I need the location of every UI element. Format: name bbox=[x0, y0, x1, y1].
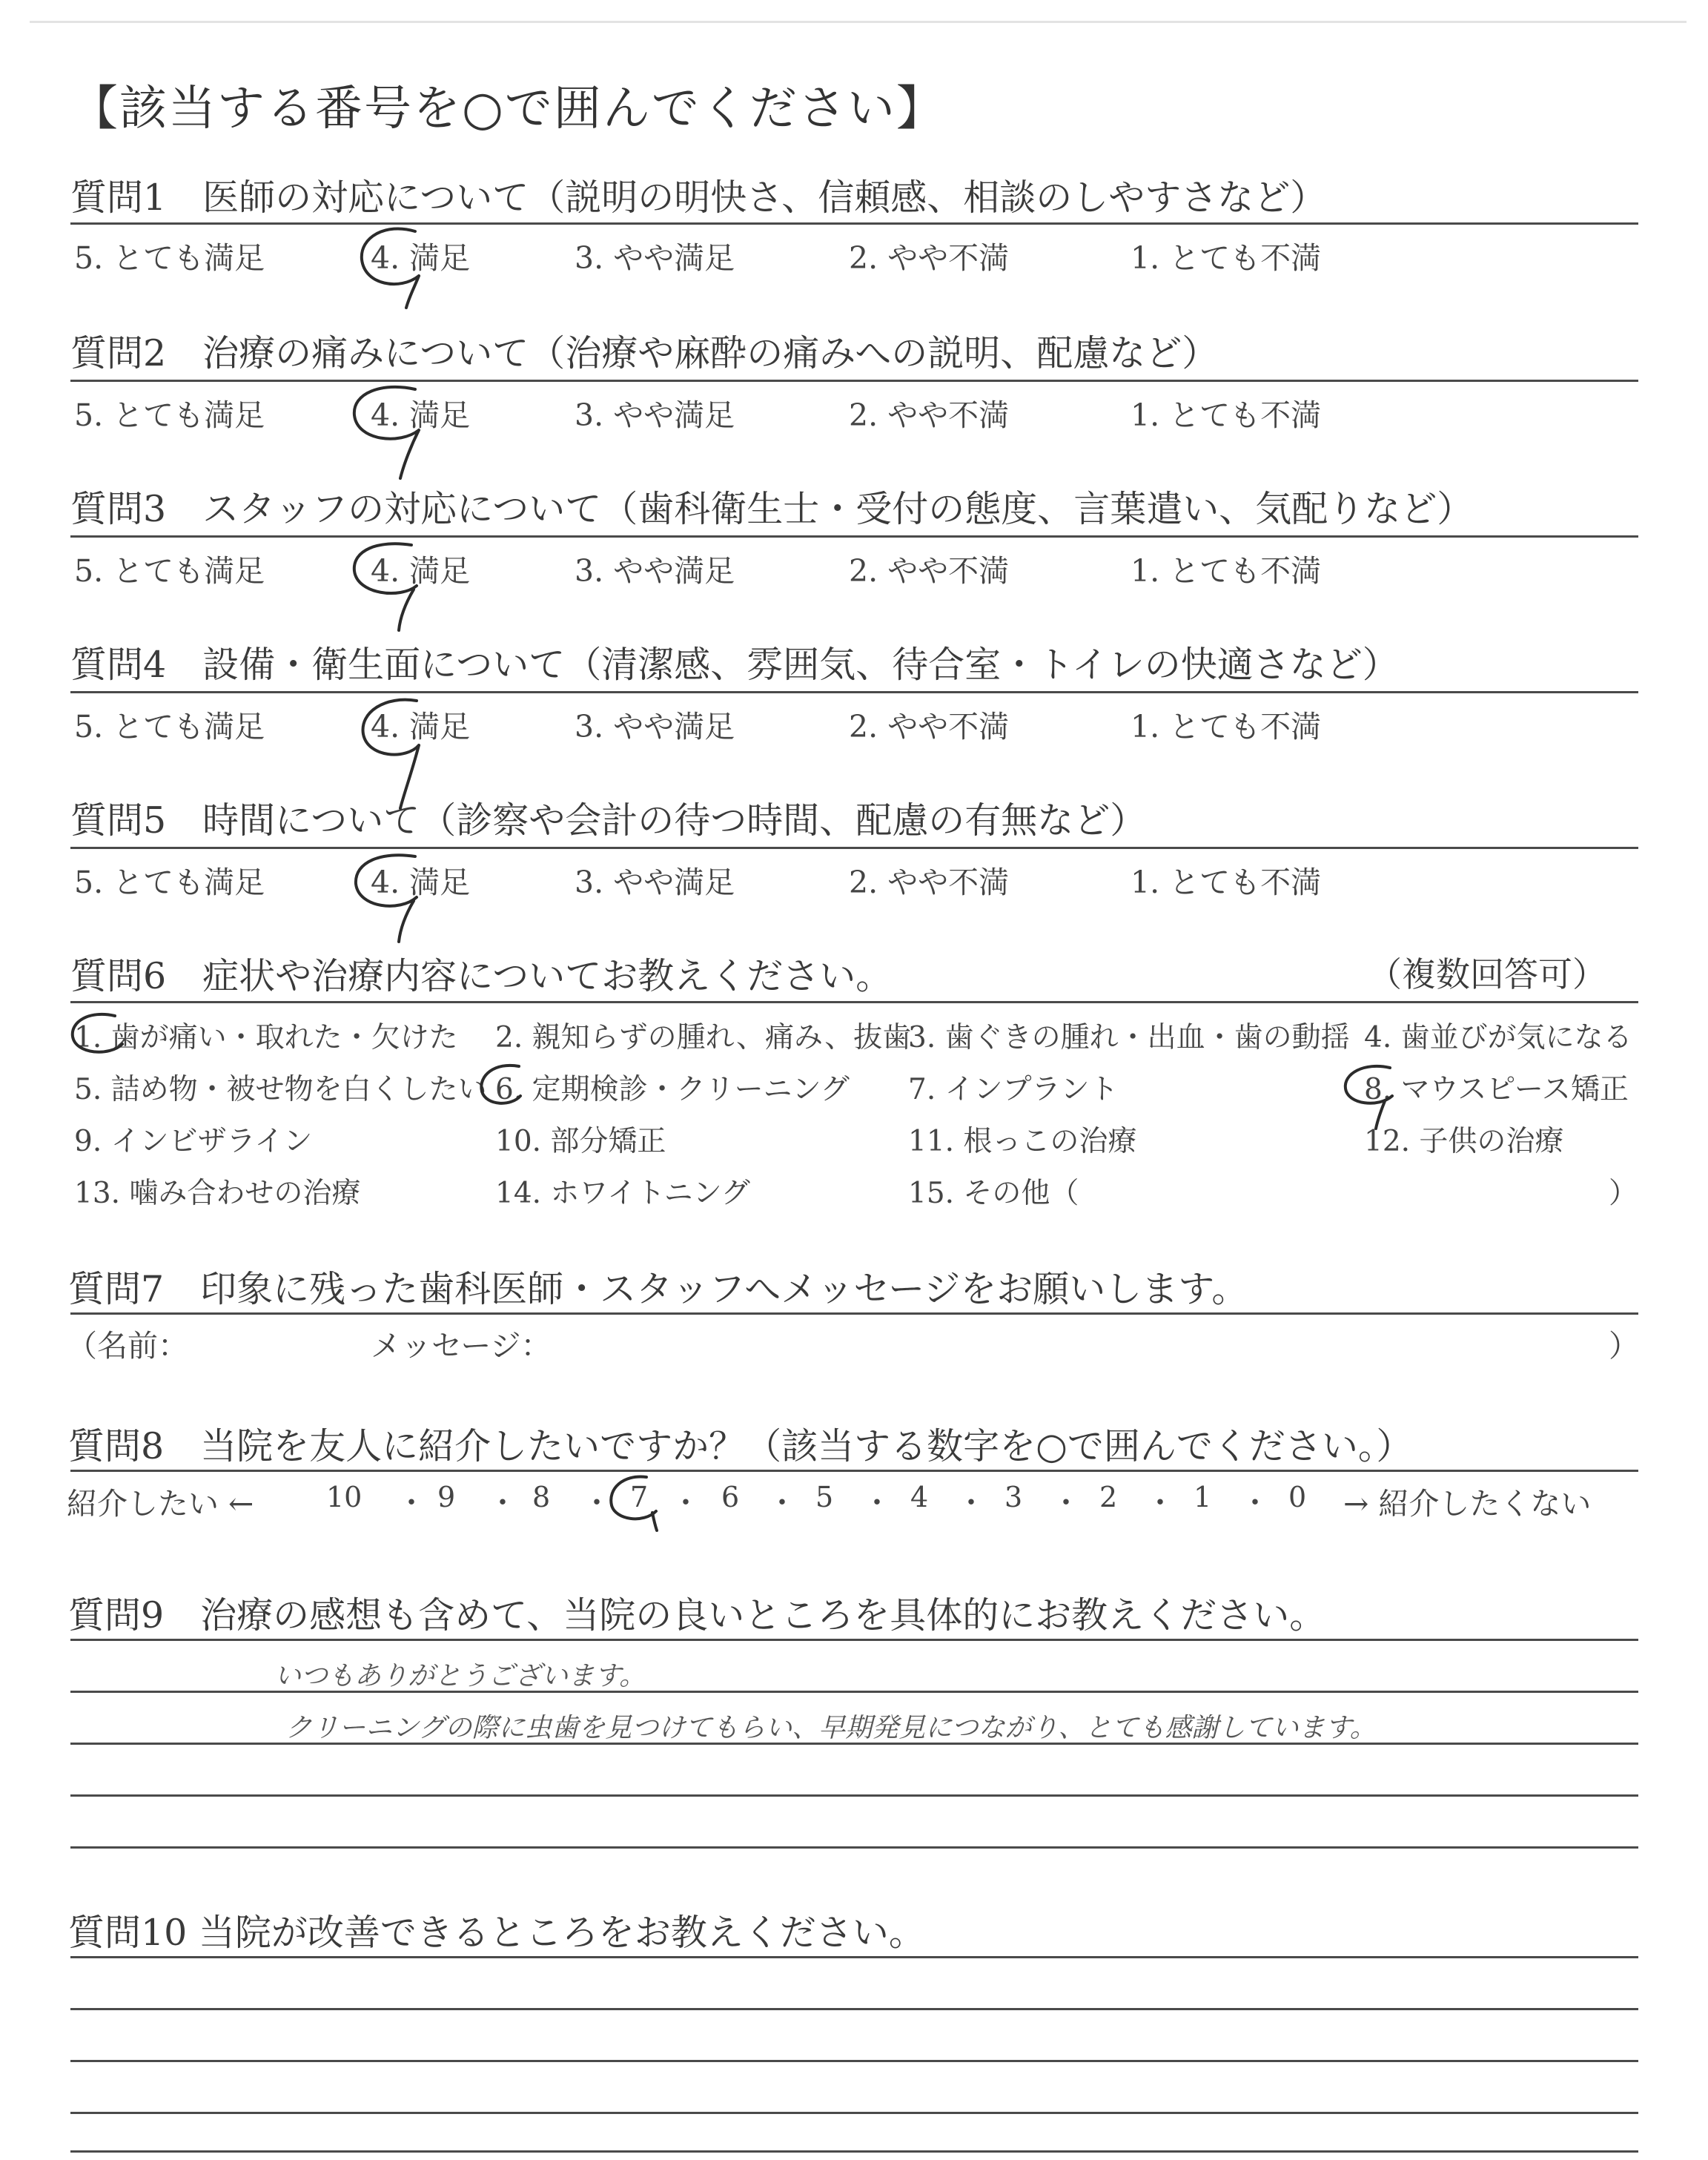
q8-scale-9[interactable]: 9 bbox=[437, 1481, 456, 1513]
q6-option-6[interactable]: 6. 定期検診・クリーニング bbox=[495, 1073, 850, 1106]
question-3-rule bbox=[70, 535, 1638, 538]
q4-option-2[interactable]: 2. やや不満 bbox=[849, 709, 1010, 744]
question-8-title: 質問8 当院を友人に紹介したいですか？（該当する数字を○で囲んでください。） bbox=[68, 1425, 1413, 1467]
q9-handwritten-line-2: クリーニングの際に虫歯を見つけてもらい、早期発見につながり、とても感謝しています。 bbox=[285, 1713, 1377, 1743]
q6-option-15[interactable]: 15. その他（ bbox=[908, 1177, 1079, 1210]
q4-option-4[interactable]: 4. 満足 bbox=[371, 709, 471, 744]
q6-option-10[interactable]: 10. 部分矯正 bbox=[495, 1125, 666, 1158]
q8-scale-4[interactable]: 4 bbox=[910, 1481, 929, 1513]
question-9-rule-1 bbox=[70, 1639, 1638, 1641]
q3-option-1[interactable]: 1. とても不満 bbox=[1131, 553, 1322, 589]
q8-scale-1[interactable]: 1 bbox=[1194, 1481, 1212, 1513]
question-10-rule-2 bbox=[70, 2008, 1638, 2010]
question-6-note: （複数回答可） bbox=[1368, 954, 1606, 994]
q4-option-5[interactable]: 5. とても満足 bbox=[74, 709, 265, 744]
question-4-rule bbox=[70, 691, 1638, 693]
q8-scale-2[interactable]: 2 bbox=[1099, 1481, 1118, 1513]
q2-option-3[interactable]: 3. やや満足 bbox=[575, 397, 735, 433]
q6-option-7[interactable]: 7. インプラント bbox=[908, 1073, 1119, 1106]
q8-scale-3[interactable]: 3 bbox=[1004, 1481, 1023, 1513]
question-7-title: 質問7 印象に残った歯科医師・スタッフへメッセージをお願いします。 bbox=[68, 1268, 1248, 1310]
q9-handwritten-line-1: いつもありがとうございます。 bbox=[274, 1661, 646, 1691]
question-5-title: 質問5 時間について（診察や会計の待つ時間、配慮の有無など） bbox=[70, 799, 1147, 842]
q8-scale-7[interactable]: 7 bbox=[630, 1481, 649, 1513]
q3-option-2[interactable]: 2. やや不満 bbox=[849, 553, 1010, 589]
q3-option-4[interactable]: 4. 満足 bbox=[371, 553, 471, 589]
q6-option-1[interactable]: 1. 歯が痛い・取れた・欠けた bbox=[74, 1021, 458, 1054]
q6-option-14[interactable]: 14. ホワイトニング bbox=[495, 1177, 750, 1210]
question-2-title: 質問2 治療の痛みについて（治療や麻酔の痛みへの説明、配慮など） bbox=[70, 332, 1219, 374]
q6-option-5[interactable]: 5. 詰め物・被せ物を白くしたい bbox=[74, 1073, 487, 1106]
q6-option-13[interactable]: 13. 噛み合わせの治療 bbox=[74, 1177, 361, 1210]
question-4-title: 質問4 設備・衛生面について（清潔感、雰囲気、待合室・トイレの快適さなど） bbox=[70, 644, 1399, 686]
q1-option-2[interactable]: 2. やや不満 bbox=[849, 240, 1010, 276]
q5-option-3[interactable]: 3. やや満足 bbox=[575, 865, 735, 900]
q6-option-3[interactable]: 3. 歯ぐきの腫れ・出血・歯の動揺 bbox=[908, 1021, 1350, 1054]
q8-dot: ・ bbox=[1145, 1486, 1175, 1520]
q7-message-label: メッセージ： bbox=[371, 1328, 552, 1364]
q2-option-2[interactable]: 2. やや不満 bbox=[849, 397, 1010, 433]
question-6-title: 質問6 症状や治療内容についてお教えください。 bbox=[70, 955, 893, 997]
q8-dot: ・ bbox=[1051, 1486, 1081, 1520]
question-9-title: 質問9 治療の感想も含めて、当院の良いところを具体的にお教えください。 bbox=[68, 1594, 1326, 1636]
question-9-rule-5 bbox=[70, 1846, 1638, 1849]
question-2-rule bbox=[70, 380, 1638, 382]
q6-option-12[interactable]: 12. 子供の治療 bbox=[1364, 1125, 1564, 1158]
question-7-rule bbox=[70, 1312, 1638, 1315]
question-1-title: 質問1 医師の対応について（説明の明快さ、信頼感、相談のしやすさなど） bbox=[70, 176, 1327, 219]
question-6-rule bbox=[70, 1001, 1638, 1003]
q2-option-4[interactable]: 4. 満足 bbox=[371, 397, 471, 433]
q8-dot: ・ bbox=[862, 1486, 892, 1520]
q8-scale-10[interactable]: 10 bbox=[326, 1481, 363, 1513]
q5-option-2[interactable]: 2. やや不満 bbox=[849, 865, 1010, 900]
q8-scale-6[interactable]: 6 bbox=[721, 1481, 740, 1513]
q1-option-3[interactable]: 3. やや満足 bbox=[575, 240, 735, 276]
q2-option-1[interactable]: 1. とても不満 bbox=[1131, 397, 1322, 433]
q8-dot: ・ bbox=[671, 1486, 701, 1520]
q3-option-3[interactable]: 3. やや満足 bbox=[575, 553, 735, 589]
q8-dot: ・ bbox=[397, 1486, 426, 1520]
question-10-rule-1 bbox=[70, 1956, 1638, 1958]
q4-option-3[interactable]: 3. やや満足 bbox=[575, 709, 735, 744]
q8-dot: ・ bbox=[488, 1486, 517, 1520]
q6-option-8[interactable]: 8. マウスピース矯正 bbox=[1364, 1073, 1629, 1106]
question-10-rule-3 bbox=[70, 2060, 1638, 2062]
q6-other-close: ） bbox=[1609, 1177, 1638, 1210]
question-10-title: 質問10 当院が改善できるところをお教えください。 bbox=[68, 1912, 925, 1954]
q1-option-5[interactable]: 5. とても満足 bbox=[74, 240, 265, 276]
question-10-rule-5 bbox=[70, 2150, 1638, 2153]
q7-name-label: （名前： bbox=[67, 1328, 188, 1364]
q6-option-11[interactable]: 11. 根っこの治療 bbox=[908, 1125, 1137, 1158]
question-10-rule-4 bbox=[70, 2112, 1638, 2114]
q8-dot: ・ bbox=[956, 1486, 986, 1520]
top-border bbox=[30, 21, 1687, 23]
question-8-rule bbox=[70, 1470, 1638, 1472]
q5-option-1[interactable]: 1. とても不満 bbox=[1131, 865, 1322, 900]
question-9-rule-4 bbox=[70, 1794, 1638, 1797]
q6-option-2[interactable]: 2. 親知らずの腫れ、痛み、抜歯 bbox=[495, 1021, 912, 1054]
q5-option-5[interactable]: 5. とても満足 bbox=[74, 865, 265, 900]
q2-option-5[interactable]: 5. とても満足 bbox=[74, 397, 265, 433]
question-5-rule bbox=[70, 847, 1638, 849]
q6-option-9[interactable]: 9. インビザライン bbox=[74, 1125, 313, 1158]
q8-scale-0[interactable]: 0 bbox=[1288, 1481, 1307, 1513]
q8-dot: ・ bbox=[582, 1486, 612, 1520]
q3-option-5[interactable]: 5. とても満足 bbox=[74, 553, 265, 589]
page-heading: 【該当する番号を○で囲んでください】 bbox=[70, 82, 945, 136]
q8-dot: ・ bbox=[767, 1486, 797, 1520]
q8-left-label: 紹介したい ← bbox=[67, 1486, 254, 1522]
q8-scale-8[interactable]: 8 bbox=[532, 1481, 551, 1513]
q1-option-4[interactable]: 4. 満足 bbox=[371, 240, 471, 276]
q7-close-paren: ） bbox=[1609, 1328, 1639, 1364]
q8-scale-5[interactable]: 5 bbox=[815, 1481, 834, 1513]
q1-option-1[interactable]: 1. とても不満 bbox=[1131, 240, 1322, 276]
q4-option-1[interactable]: 1. とても不満 bbox=[1131, 709, 1322, 744]
question-1-rule bbox=[70, 222, 1638, 225]
q5-option-4[interactable]: 4. 満足 bbox=[371, 865, 471, 900]
q8-dot: ・ bbox=[1240, 1486, 1270, 1520]
q6-option-4[interactable]: 4. 歯並びが気になる bbox=[1364, 1021, 1632, 1054]
question-3-title: 質問3 スタッフの対応について（歯科衛生士・受付の態度、言葉遣い、気配りなど） bbox=[70, 488, 1474, 530]
q8-right-label: → 紹介したくない bbox=[1343, 1486, 1592, 1522]
